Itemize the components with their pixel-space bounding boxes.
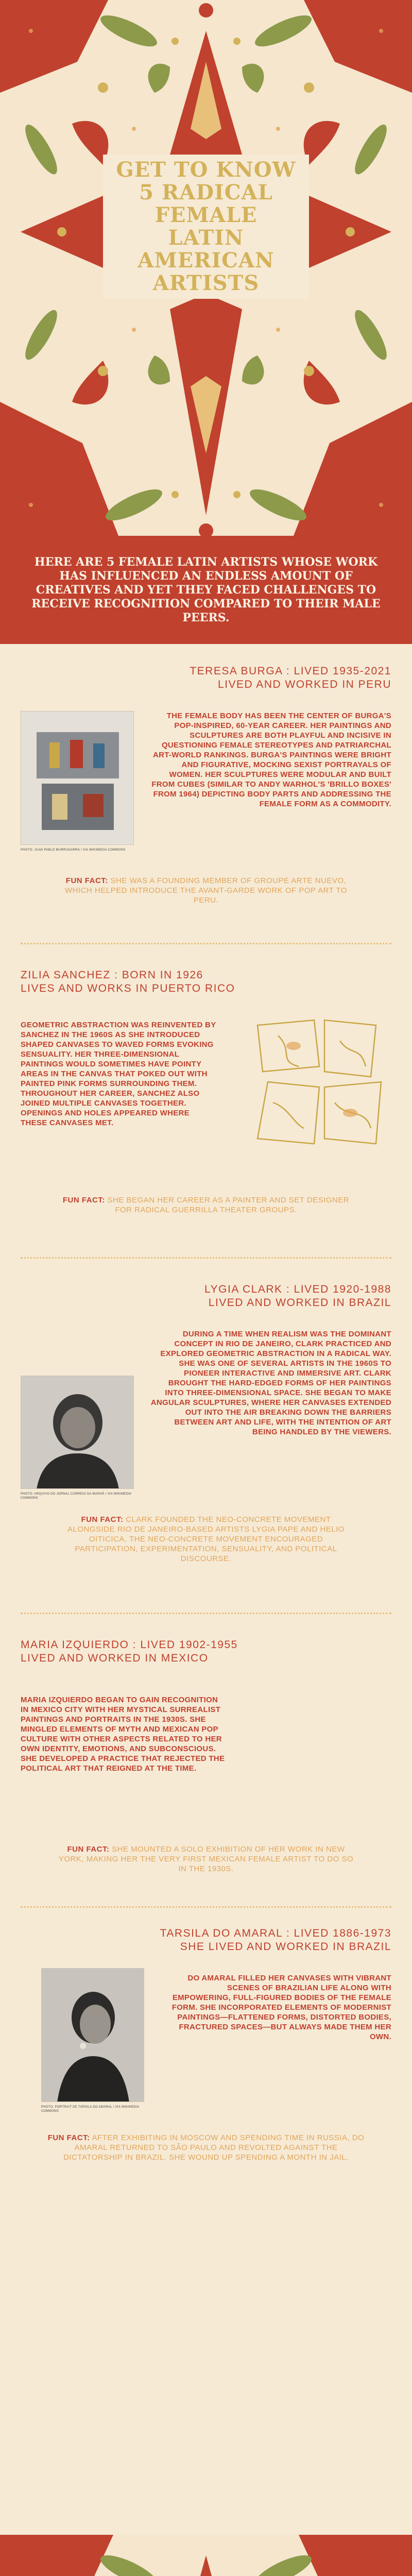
fun-fact bbox=[62, 1195, 350, 1215]
fun-fact-label: FUN FACT: bbox=[65, 876, 108, 885]
artist-section-burga bbox=[0, 665, 412, 922]
clark-portrait-illustration bbox=[21, 1376, 134, 1489]
artwork-image bbox=[21, 711, 134, 845]
artist-location: LIVED AND WORKED IN PERU bbox=[217, 679, 391, 690]
floral-pattern-bottom bbox=[0, 2535, 412, 2576]
artist-name: MARIA IZQUIERDO : LIVED 1902-1955 bbox=[21, 1639, 238, 1651]
artist-bio: MARIA IZQUIERDO BEGAN TO GAIN RECOGNITION IN MEXICO CITY WITH HER MYSTICAL SURREALIST PAINTINGS AND PORTRAITS IN THE 1930S. SHE MINGLED ELEMENTS OF MYTH AND MEXICAN POP CULTURE WITH OTHER ASPECTS RELATED TO HER OWN IDENTITY, EMOTIONS, AND SUBCONSCIOUS. SHE DEVELOPED A PRACTICE THAT REJECTED THE POLITICAL ART THAT REIGNED AT THE TIME. bbox=[21, 1696, 225, 1773]
fun-fact-text: AFTER EXHIBITING IN MOSCOW AND SPENDING TIME IN RUSSIA, DO AMARAL RETURNED TO SÃO PAULO AND REVOLTED AGAINST THE DICTATORSHIP IN BRAZIL. SHE WOUND UP SPENDING A MONTH IN JAIL. bbox=[63, 2133, 365, 2162]
divider bbox=[21, 943, 391, 944]
intro-text: HERE ARE 5 FEMALE LATIN ARTISTS WHOSE WORK HAS INFLUENCED AN ENDLESS AMOUNT OF CREATIVES AND YET THEY FACED CHALLENGES TO RECEIVE RECOGNITION COMPARED TO THEIR MALE PEERS. bbox=[31, 555, 381, 624]
page-title: GET TO KNOW 5 RADICAL FEMALE LATIN AMERICAN ARTISTS bbox=[116, 158, 296, 295]
fun-fact bbox=[57, 1844, 355, 1874]
fun-fact-label: FUN FACT: bbox=[62, 1196, 105, 1205]
artist-location: LIVED AND WORKED IN MEXICO bbox=[21, 1652, 209, 1664]
footer-pattern bbox=[0, 2535, 412, 2576]
photo-credit: PHOTO: JUAN PABLO MURRUGARRA / VIA WIKIMEDIA COMMONS bbox=[21, 849, 126, 852]
artist-bio: GEOMETRIC ABSTRACTION WAS REINVENTED BY SANCHEZ IN THE 1960S AS SHE INTRODUCED SHAPED CANVASES TO WAVED FORMS EVOKING SENSUALITY. HER THREE-DIMENSIONAL PAINTINGS WOULD SOMETIMES HAVE POINTY AREAS IN THE CANVAS THAT POKED OUT WITH PAINTED PINK FORMS SURROUNDING THEM. THROUGHOUT HER CAREER, SANCHEZ ALSO JOINED MULTIPLE CANVASES TOGETHER. OPENINGS AND HOLES APPEARED WHERE THESE CANVASES MET. bbox=[21, 1021, 216, 1127]
burga-artwork-illustration bbox=[21, 711, 134, 845]
artist-location: LIVED AND WORKED IN BRAZIL bbox=[208, 1297, 391, 1309]
artist-name: TERESA BURGA : LIVED 1935-2021 bbox=[190, 665, 391, 677]
fun-fact-text: SHE MOUNTED A SOLO EXHIBITION OF HER WORK IN NEW YORK, MAKING HER THE VERY FIRST MEXICAN FEMALE ARTIST TO DO SO IN THE 1930S. bbox=[58, 1845, 354, 1873]
divider bbox=[21, 1906, 391, 1908]
fun-fact-label: FUN FACT: bbox=[47, 2133, 90, 2142]
divider bbox=[21, 1257, 391, 1259]
artist-section-sanchez bbox=[0, 969, 412, 1236]
fun-fact-text: SHE WAS A FOUNDING MEMBER OF GROUPE ARTE NUEVO, WHICH HELPED INTRODUCE THE AVANT-GARDE WORK OF POP ART TO PERU. bbox=[64, 876, 348, 905]
fun-fact bbox=[46, 2133, 366, 2162]
artist-photo bbox=[41, 1968, 144, 2102]
artist-photo bbox=[21, 1376, 134, 1489]
artist-bio: DO AMARAL FILLED HER CANVASES WITH VIBRANT SCENES OF BRAZILIAN LIFE ALONG WITH EMPOWERING, FULL-FIGURED BODIES OF THE FEMALE FORM. SHE INCORPORATED ELEMENTS OF MODERNIST PAINTINGS—FLATTENED FORMS, DISTORTED BODIES, FRACTURED SPACES—BUT ALWAYS MADE THEM HER OWN. bbox=[171, 1974, 391, 2041]
photo-credit: PHOTO: ARQUIVO DO JORNAL CORREIO DA MANHÃ / VIA WIKIMEDIA COMMONS bbox=[21, 1493, 132, 1500]
header-pattern bbox=[0, 0, 412, 536]
divider bbox=[21, 1613, 391, 1614]
artist-name: LYGIA CLARK : LIVED 1920-1988 bbox=[204, 1283, 391, 1295]
amaral-portrait-illustration bbox=[42, 1969, 144, 2102]
wavy-forms-illustration bbox=[247, 1005, 391, 1159]
fun-fact-label: FUN FACT: bbox=[67, 1845, 110, 1854]
artist-name: ZILIA SANCHEZ : BORN IN 1926 bbox=[21, 969, 203, 981]
fun-fact-text: SHE BEGAN HER CAREER AS A PAINTER AND SET DESIGNER FOR RADICAL GUERRILLA THEATER GROUPS. bbox=[107, 1196, 350, 1214]
fun-fact-text: CLARK FOUNDED THE NEO-CONCRETE MOVEMENT ALONGSIDE RIO DE JANEIRO-BASED ARTISTS LYGIA PAPE AND HELIO OITICICA. THE NEO-CONCRETE MOVEMENT ENCOURAGED PARTICIPATION, EXPERIMENTATION, SENSUALITY, AND POLITICAL DISCOURSE. bbox=[67, 1515, 345, 1563]
title-box bbox=[103, 155, 309, 299]
artist-section-clark bbox=[0, 1283, 412, 1592]
abstract-line-art bbox=[247, 1005, 391, 1159]
artist-location: LIVES AND WORKS IN PUERTO RICO bbox=[21, 982, 235, 994]
artist-location: SHE LIVED AND WORKED IN BRAZIL bbox=[180, 1941, 391, 1953]
artist-section-amaral bbox=[0, 1927, 412, 2215]
fun-fact bbox=[52, 876, 360, 905]
artist-section-izquierdo bbox=[0, 1638, 412, 1886]
photo-credit: PHOTO: PORTRAIT DE TARSILA DO AMARAL / VIA WIKIMEDIA COMMONS bbox=[41, 2106, 140, 2113]
intro-banner bbox=[0, 536, 412, 644]
artist-bio: DURING A TIME WHEN REALISM WAS THE DOMINANT CONCEPT IN RIO DE JANEIRO, CLARK PRACTICED AND EXPLORED GEOMETRIC ABSTRACTION IN A RADICAL WAY. SHE WAS ONE OF SEVERAL ARTISTS IN THE 1960S TO PIONEER INTERACTIVE AND IMMERSIVE ART. CLARK BROUGHT THE HARD-EDGED FORMS OF HER PAINTINGS INTO THREE-DIMENSIONAL SPACE. SHE BEGAN TO MAKE ANGULAR SCULPTURES, WHERE HER CANVASES EXTENDED OUT INTO THE AIR BREAKING DOWN THE BARRIERS BETWEEN ART AND LIFE, WITH THE INTENTION OF ART BEING HANDLED BY THE VIEWERS. bbox=[150, 1330, 391, 1436]
fun-fact bbox=[57, 1515, 355, 1564]
artist-name: TARSILA DO AMARAL : LIVED 1886-1973 bbox=[160, 1927, 391, 1939]
artist-bio: THE FEMALE BODY HAS BEEN THE CENTER OF BURGA'S POP-INSPIRED, 60-YEAR CAREER. HER PAINTINGS AND SCULPTURES ARE BOTH PLAYFUL AND INCISIVE IN QUESTIONING FEMALE STEREOTYPES AND PATRIARCHAL ART-WORLD RANKINGS. BURGA'S PAINTINGS WERE BRIGHT AND FIGURATIVE, MOCKING SEXIST PORTRAYALS OF WOMEN. HER SCULPTURES WERE MODULAR AND BUILT FROM CUBES (SIMILAR TO ANDY WARHOL'S 'BRILLO BOXES' FROM 1964) DEPICTING BODY PARTS AND ADDRESSING THE FEMALE FORM AS A COMMODITY. bbox=[151, 711, 391, 808]
fun-fact-label: FUN FACT: bbox=[81, 1515, 124, 1524]
